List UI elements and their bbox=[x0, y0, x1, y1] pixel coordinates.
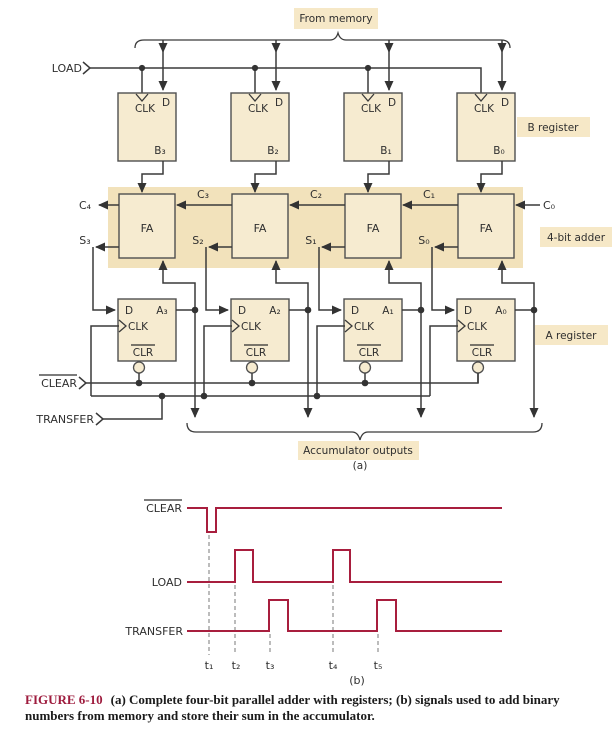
load-waveform bbox=[187, 550, 502, 582]
panel-b-label: (b) bbox=[349, 674, 365, 687]
carry-label: C₁ bbox=[422, 188, 436, 201]
a-bit-label: A₃ bbox=[156, 305, 168, 317]
a-bit-label: A₂ bbox=[269, 305, 281, 317]
d-label: D bbox=[463, 305, 473, 317]
clk-label: CLK bbox=[128, 321, 149, 333]
fa-block-1 bbox=[345, 194, 401, 258]
fa-block-0 bbox=[458, 194, 514, 258]
d-label: D bbox=[274, 97, 284, 109]
clk-label: CLK bbox=[467, 321, 488, 333]
time-labels bbox=[205, 659, 383, 672]
timing-load-label: LOAD bbox=[151, 576, 182, 589]
d-label: D bbox=[350, 305, 360, 317]
clr-label: CLR bbox=[471, 347, 493, 359]
clk-label: CLK bbox=[360, 103, 382, 115]
time-label-t1: t₁ bbox=[204, 659, 214, 672]
b-flipflop-3 bbox=[118, 93, 176, 192]
timing-clear-label: CLEAR bbox=[146, 502, 182, 515]
load-clk-wires bbox=[142, 68, 368, 93]
figure-number: FIGURE 6-10 bbox=[25, 692, 103, 707]
clr-label: CLR bbox=[358, 347, 380, 359]
active-low-bubble-icon bbox=[473, 362, 484, 373]
load-bus-wire bbox=[90, 68, 481, 93]
fa-block-3 bbox=[119, 194, 175, 258]
b-flipflop-2 bbox=[231, 93, 289, 192]
a-flipflop-2 bbox=[204, 261, 308, 417]
d-label: D bbox=[161, 97, 171, 109]
b-flipflop-0 bbox=[457, 93, 515, 192]
b-register-label: B register bbox=[527, 122, 579, 134]
clk-label: CLK bbox=[247, 103, 269, 115]
from-memory-brace bbox=[135, 33, 510, 48]
clk-label: CLK bbox=[134, 103, 156, 115]
active-low-bubble-icon bbox=[247, 362, 258, 373]
transfer-label: TRANSFER bbox=[36, 413, 94, 426]
caption-text: (a) Complete four-bit parallel adder with registers; (b) signals used to add binary numbers from memory and store their sum in the accumulator. bbox=[25, 692, 560, 723]
a-flipflop-1 bbox=[317, 261, 421, 417]
active-low-bubble-icon bbox=[360, 362, 371, 373]
b-register-flipflops bbox=[118, 93, 515, 192]
a-flipflop-0 bbox=[430, 261, 534, 417]
a-bit-label: A₁ bbox=[382, 305, 394, 317]
transfer-input-chevron-icon bbox=[96, 413, 103, 425]
transfer-entry-wire bbox=[103, 396, 162, 419]
b-bit-label: B₂ bbox=[267, 145, 279, 157]
fa-label: FA bbox=[140, 222, 154, 235]
load-label: LOAD bbox=[51, 62, 82, 75]
clk-stub bbox=[91, 326, 119, 396]
d-label: D bbox=[387, 97, 397, 109]
sum-label: S₃ bbox=[79, 234, 91, 247]
clr-label: CLR bbox=[245, 347, 267, 359]
timing-panel bbox=[124, 500, 502, 687]
panel-a-label: (a) bbox=[352, 460, 368, 472]
a-flipflop-3 bbox=[91, 261, 195, 417]
clear-waveform bbox=[187, 508, 502, 532]
transfer-waveform bbox=[187, 600, 502, 631]
active-low-bubble-icon bbox=[134, 362, 145, 373]
adder-label: 4-bit adder bbox=[546, 232, 606, 244]
b-flipflop-1 bbox=[344, 93, 402, 192]
clear-label: CLEAR bbox=[41, 377, 77, 390]
sum-label: S₂ bbox=[192, 234, 204, 247]
accumulator-outputs-label: Accumulator outputs bbox=[303, 445, 413, 457]
load-input-chevron-icon bbox=[83, 62, 90, 74]
from-memory-label: From memory bbox=[299, 13, 373, 25]
circuit-panel bbox=[35, 8, 612, 472]
accumulator-brace bbox=[187, 423, 542, 440]
a-register-flipflops bbox=[91, 261, 534, 417]
fa-label: FA bbox=[366, 222, 380, 235]
d-label: D bbox=[237, 305, 247, 317]
time-label-t4: t₄ bbox=[328, 659, 338, 672]
b-bit-label: B₃ bbox=[154, 145, 166, 157]
d-label: D bbox=[124, 305, 134, 317]
clk-label: CLK bbox=[241, 321, 262, 333]
time-label-t5: t₅ bbox=[373, 659, 383, 672]
time-label-t2: t₂ bbox=[231, 659, 241, 672]
figure-caption bbox=[25, 692, 601, 723]
clear-input-chevron-icon bbox=[79, 377, 86, 389]
fa-label: FA bbox=[253, 222, 267, 235]
sum-label: S₀ bbox=[418, 234, 430, 247]
fa-label: FA bbox=[479, 222, 493, 235]
clear-rail-wire bbox=[86, 373, 478, 383]
d-label: D bbox=[500, 97, 510, 109]
time-label-t3: t₃ bbox=[265, 659, 275, 672]
a-bit-label: A₀ bbox=[495, 305, 507, 317]
memory-input-wires bbox=[163, 40, 502, 90]
a-register-label: A register bbox=[545, 330, 597, 342]
clk-stub bbox=[317, 326, 345, 396]
clk-label: CLK bbox=[473, 103, 495, 115]
sum-label: S₁ bbox=[305, 234, 317, 247]
clr-label: CLR bbox=[132, 347, 154, 359]
b-bit-label: B₀ bbox=[493, 145, 505, 157]
clk-stub bbox=[204, 326, 232, 396]
timing-transfer-label: TRANSFER bbox=[125, 625, 183, 638]
fa-block-2 bbox=[232, 194, 288, 258]
clk-stub bbox=[430, 326, 458, 396]
b-bit-label: B₁ bbox=[380, 145, 392, 157]
carry-in-label: C₀ bbox=[542, 199, 556, 212]
carry-label: C₂ bbox=[309, 188, 323, 201]
carry-label: C₃ bbox=[196, 188, 210, 201]
carry-out-label: C₄ bbox=[78, 199, 92, 212]
clk-label: CLK bbox=[354, 321, 375, 333]
